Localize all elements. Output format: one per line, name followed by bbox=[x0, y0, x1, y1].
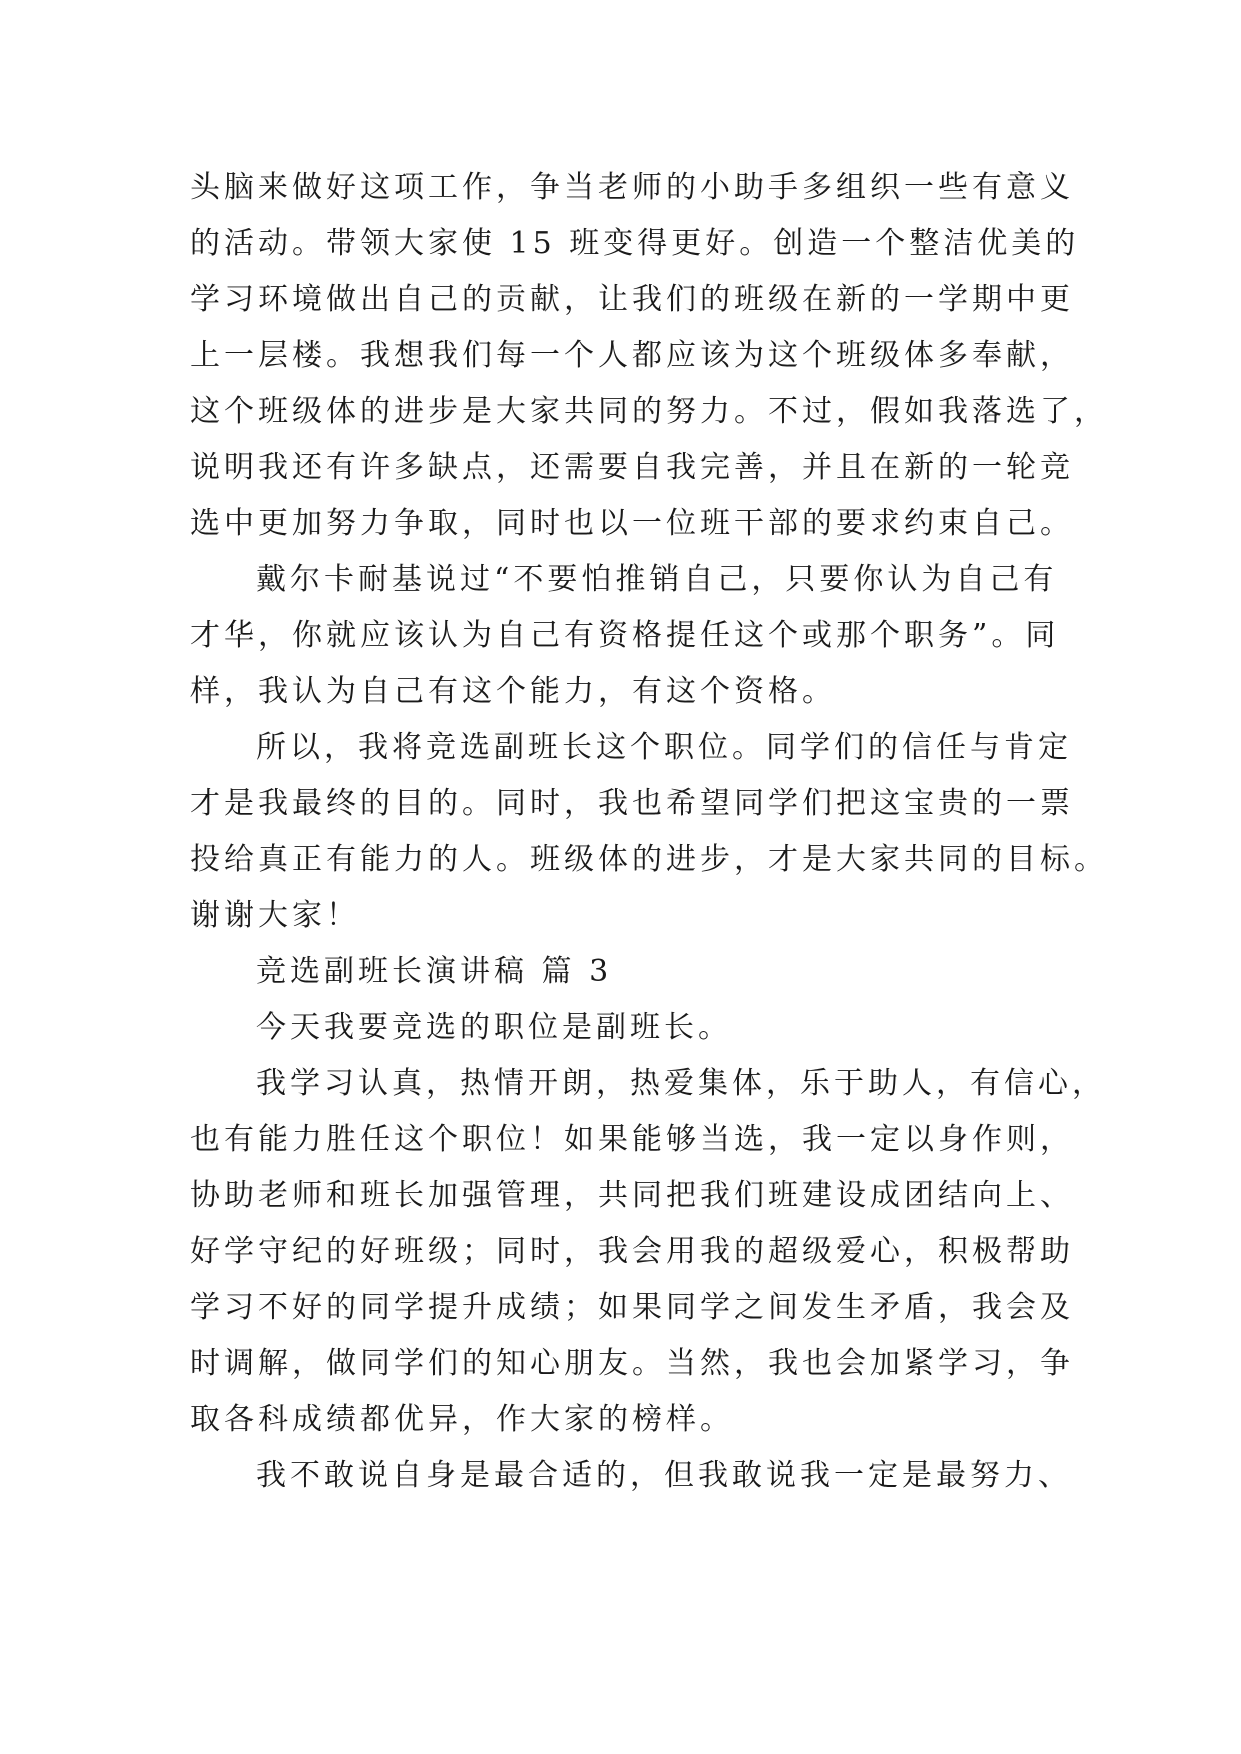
section-title: 竞选副班长演讲稿 篇 3 bbox=[256, 954, 613, 989]
text-line: 头脑来做好这项工作，争当老师的小助手多组织一些有意义 bbox=[190, 170, 1074, 205]
text-line: 也有能力胜任这个职位！如果能够当选，我一定以身作则， bbox=[190, 1122, 1074, 1157]
text-line: 上一层楼。我想我们每一个人都应该为这个班级体多奉献， bbox=[190, 338, 1074, 373]
text-line: 样，我认为自己有这个能力，有这个资格。 bbox=[190, 674, 836, 709]
text-line: 学习不好的同学提升成绩；如果同学之间发生矛盾，我会及 bbox=[190, 1290, 1074, 1325]
text-line: 说明我还有许多缺点，还需要自我完善，并且在新的一轮竞 bbox=[190, 450, 1074, 485]
paragraph-start-line: 所以，我将竞选副班长这个职位。同学们的信任与肯定 bbox=[256, 730, 1072, 765]
text-line: 才华，你就应该认为自己有资格提任这个或那个职务”。同 bbox=[190, 618, 1060, 653]
text-line: 谢谢大家！ bbox=[190, 898, 360, 933]
paragraph-start-line: 我学习认真，热情开朗，热爱集体，乐于助人，有信心， bbox=[256, 1066, 1106, 1101]
paragraph-start-line: 我不敢说自身是最合适的，但我敢说我一定是最努力、 bbox=[256, 1458, 1072, 1493]
text-line: 协助老师和班长加强管理，共同把我们班建设成团结向上、 bbox=[190, 1178, 1074, 1213]
paragraph-start-line: 今天我要竞选的职位是副班长。 bbox=[256, 1010, 732, 1045]
paragraph-start-line: 戴尔卡耐基说过“不要怕推销自己，只要你认为自己有 bbox=[256, 562, 1058, 597]
text-line: 学习环境做出自己的贡献，让我们的班级在新的一学期中更 bbox=[190, 282, 1074, 317]
document-body bbox=[190, 160, 1108, 1504]
text-line: 才是我最终的目的。同时，我也希望同学们把这宝贵的一票 bbox=[190, 786, 1074, 821]
text-line: 取各科成绩都优异，作大家的榜样。 bbox=[190, 1402, 734, 1437]
text-line: 时调解，做同学们的知心朋友。当然，我也会加紧学习，争 bbox=[190, 1346, 1074, 1381]
text-line: 选中更加努力争取，同时也以一位班干部的要求约束自己。 bbox=[190, 506, 1074, 541]
text-line: 的活动。带领大家使 15 班变得更好。创造一个整洁优美的 bbox=[190, 226, 1080, 261]
text-line: 好学守纪的好班级；同时，我会用我的超级爱心，积极帮助 bbox=[190, 1234, 1074, 1269]
text-line: 投给真正有能力的人。班级体的进步，才是大家共同的目标。 bbox=[190, 842, 1108, 877]
text-line: 这个班级体的进步是大家共同的努力。不过，假如我落选了， bbox=[190, 394, 1108, 429]
